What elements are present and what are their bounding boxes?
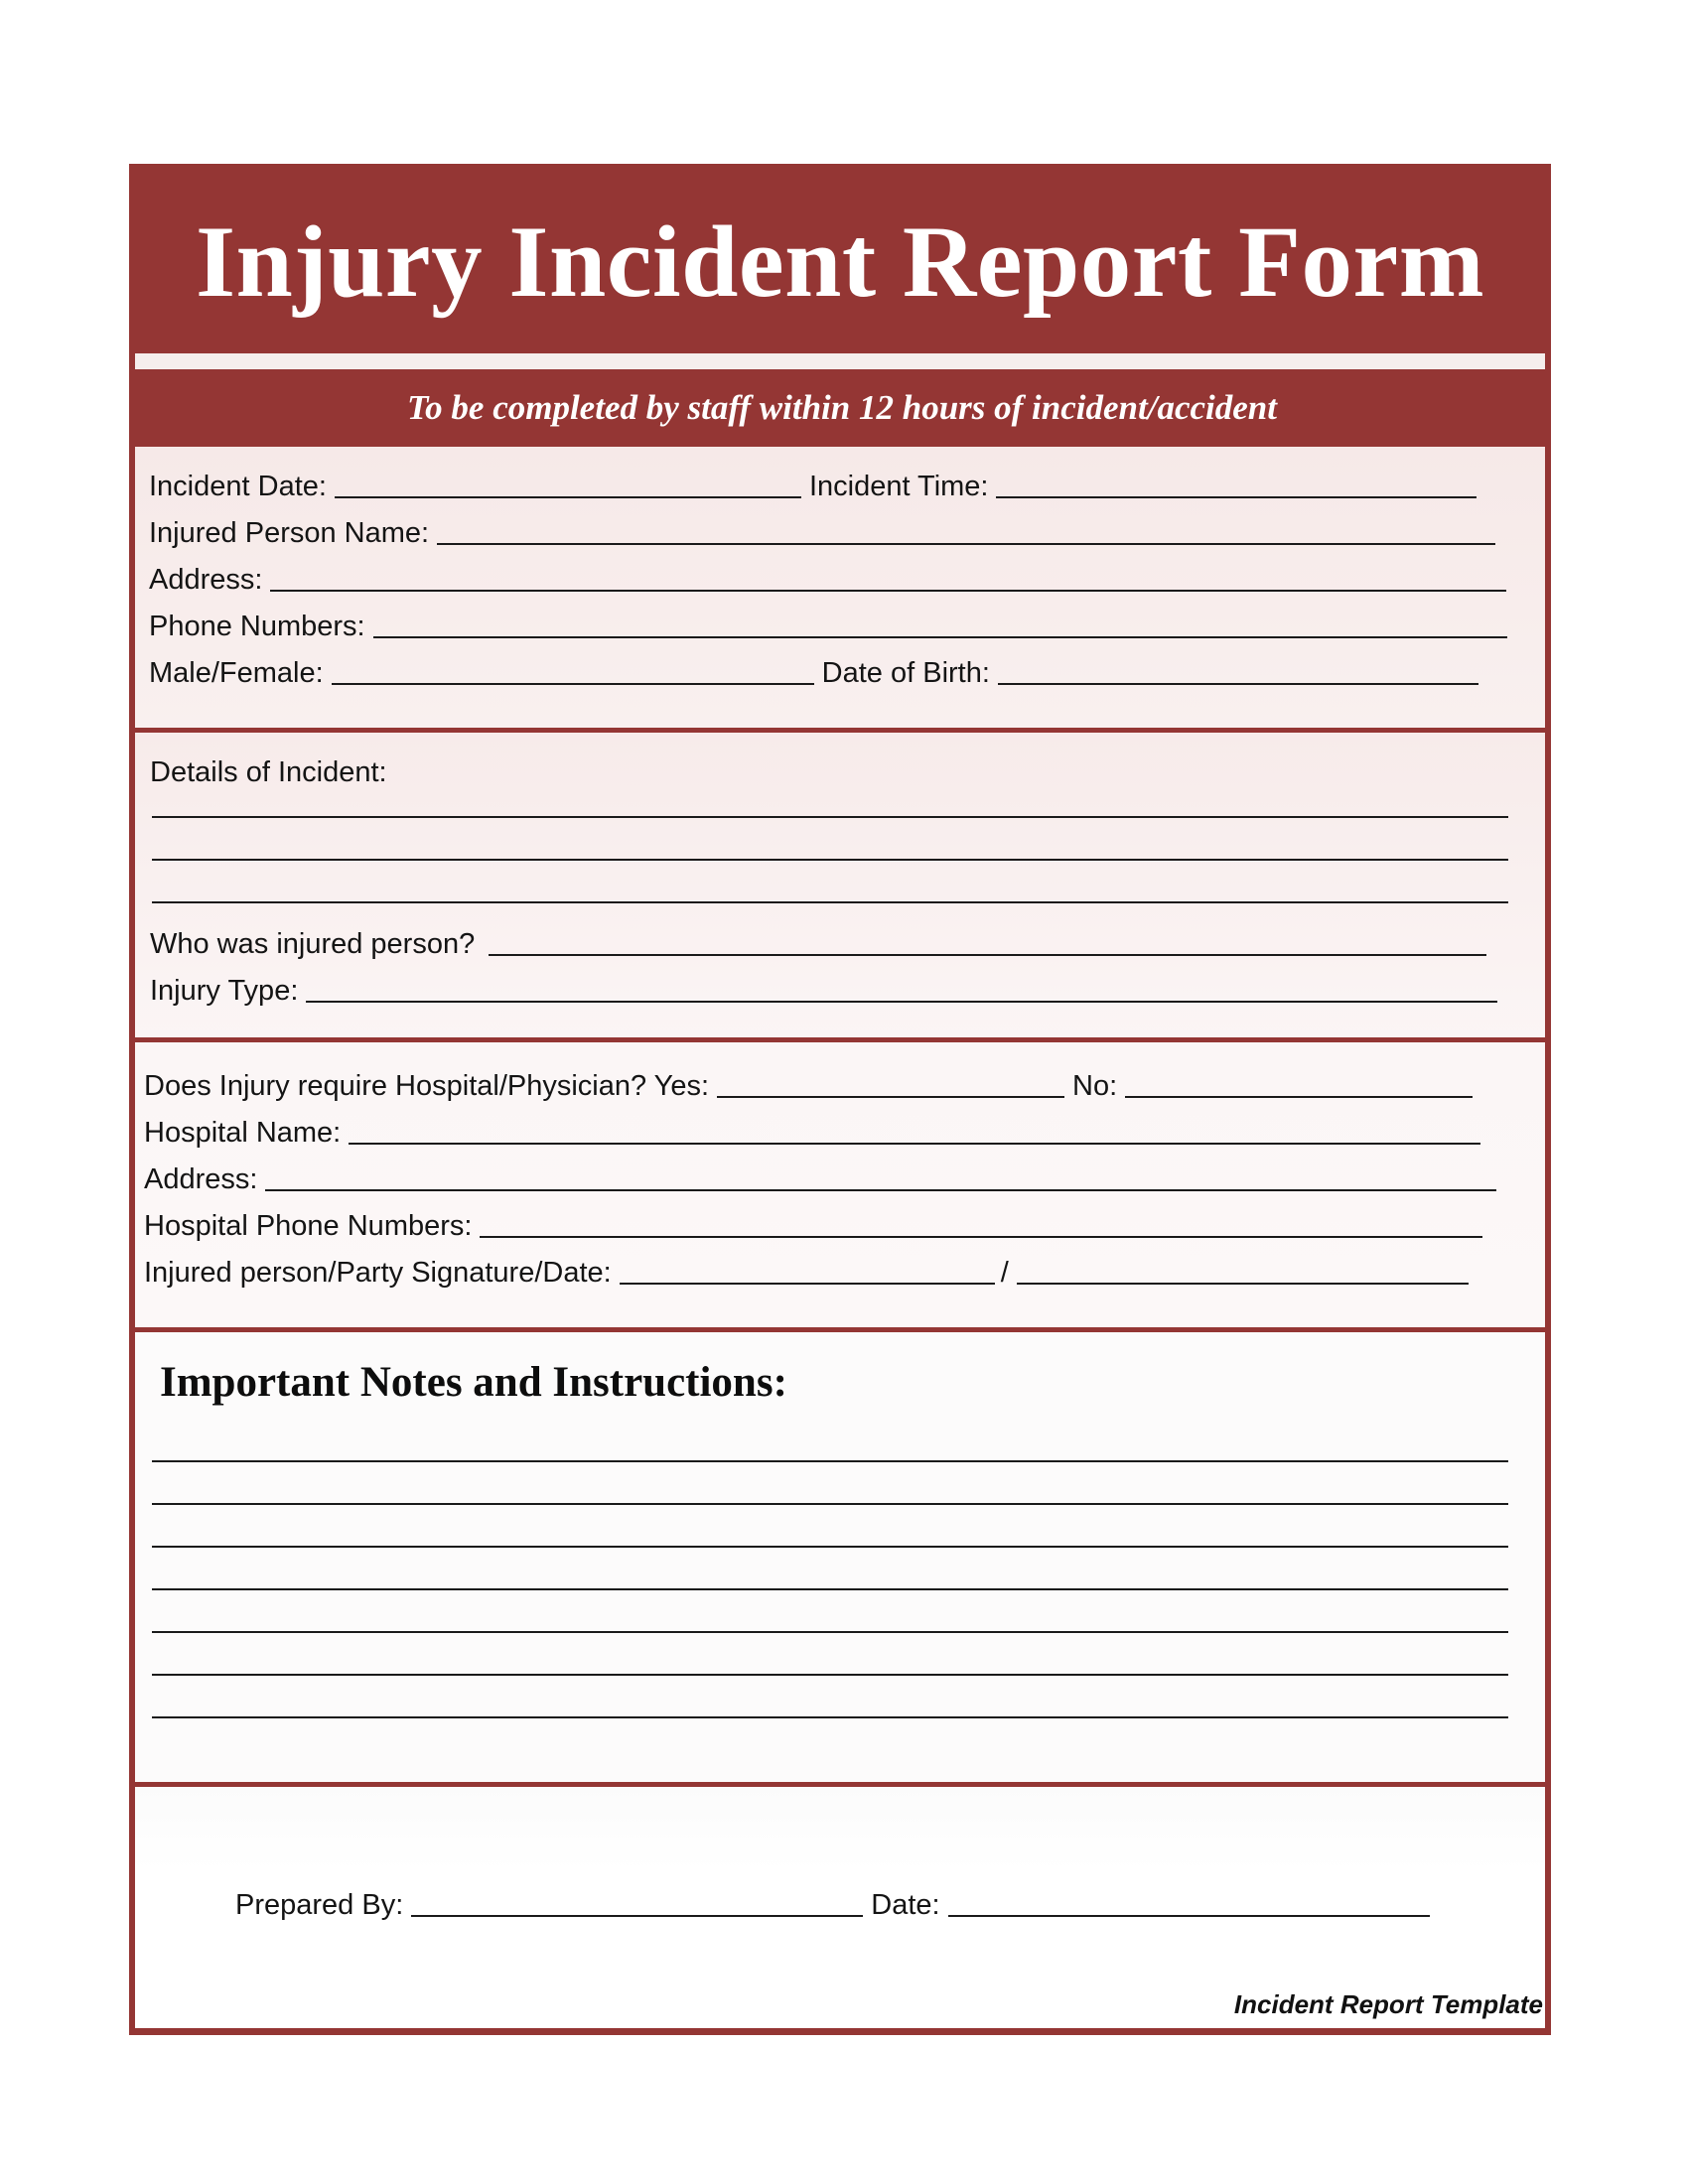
details-line-3[interactable] — [152, 901, 1508, 903]
page-title: Injury Incident Report Form — [195, 205, 1485, 319]
form-header — [129, 164, 1551, 352]
subtitle-band — [129, 369, 1551, 447]
phone-numbers-row — [149, 610, 1507, 643]
section-notes — [135, 1332, 1545, 1782]
dob-field[interactable] — [998, 683, 1478, 685]
hospital-phone-field[interactable] — [480, 1236, 1482, 1238]
prepared-by-row — [235, 1888, 1430, 1922]
notes-line-7[interactable] — [152, 1716, 1508, 1718]
section-hospital — [135, 1042, 1545, 1327]
hospital-no-label: No: — [1072, 1070, 1118, 1102]
incident-date-field[interactable] — [335, 496, 801, 498]
require-hospital-yes-label: Does Injury require Hospital/Physician? Yes: — [144, 1070, 710, 1102]
address-row — [149, 563, 1506, 597]
section-sign-off — [135, 1787, 1545, 2028]
who-injured-label: Who was injured person? — [150, 928, 476, 960]
notes-line-4[interactable] — [152, 1588, 1508, 1590]
section-incident-details — [135, 733, 1545, 1037]
incident-date-time-row — [149, 470, 1477, 503]
sign-date-label: Date: — [871, 1889, 940, 1921]
hospital-address-field[interactable] — [265, 1189, 1496, 1191]
details-line-1[interactable] — [152, 816, 1508, 818]
sign-date-field[interactable] — [948, 1915, 1430, 1917]
signature-field[interactable] — [620, 1283, 995, 1285]
details-line-2[interactable] — [152, 859, 1508, 861]
notes-line-1[interactable] — [152, 1460, 1508, 1462]
header-divider-stripe — [135, 353, 1545, 369]
details-heading-row — [150, 755, 387, 789]
notes-line-6[interactable] — [152, 1674, 1508, 1676]
injured-person-name-row — [149, 516, 1495, 550]
who-injured-field[interactable] — [489, 954, 1486, 956]
hospital-address-label: Address: — [144, 1163, 258, 1195]
hospital-name-row — [144, 1116, 1480, 1150]
signature-date-row — [144, 1256, 1469, 1290]
signature-date-field[interactable] — [1017, 1283, 1469, 1285]
sex-dob-row — [149, 656, 1478, 690]
require-hospital-row — [144, 1069, 1473, 1103]
notes-heading: Important Notes and Instructions: — [160, 1359, 787, 1406]
injured-person-name-field[interactable] — [437, 543, 1495, 545]
details-of-incident-label: Details of Incident: — [150, 756, 387, 788]
dob-label: Date of Birth: — [821, 657, 990, 689]
footer-template-tag: Incident Report Template — [1233, 1989, 1543, 2019]
hospital-phone-label: Hospital Phone Numbers: — [144, 1210, 473, 1242]
injury-type-row — [150, 974, 1497, 1008]
injury-type-field[interactable] — [306, 1001, 1497, 1003]
address-label: Address: — [149, 564, 263, 596]
injured-person-name-label: Injured Person Name: — [149, 517, 430, 549]
incident-time-label: Incident Time: — [808, 471, 989, 502]
phone-numbers-label: Phone Numbers: — [149, 611, 365, 642]
notes-line-5[interactable] — [152, 1631, 1508, 1633]
notes-line-2[interactable] — [152, 1503, 1508, 1505]
address-field[interactable] — [270, 590, 1506, 592]
injury-type-label: Injury Type: — [150, 975, 299, 1007]
prepared-by-label: Prepared By: — [235, 1889, 404, 1921]
hospital-address-row — [144, 1162, 1496, 1196]
incident-time-field[interactable] — [996, 496, 1477, 498]
hospital-yes-field[interactable] — [717, 1096, 1064, 1098]
signature-date-separator: / — [1000, 1257, 1009, 1289]
form-frame — [129, 164, 1551, 2035]
form-subtitle: To be completed by staff within 12 hours of incident/accident — [407, 388, 1277, 427]
hospital-phone-row — [144, 1209, 1482, 1243]
sex-label: Male/Female: — [149, 657, 324, 689]
phone-numbers-field[interactable] — [373, 636, 1507, 638]
hospital-no-field[interactable] — [1125, 1096, 1473, 1098]
notes-line-3[interactable] — [152, 1546, 1508, 1548]
hospital-name-label: Hospital Name: — [144, 1117, 342, 1149]
who-injured-row — [150, 927, 1486, 961]
section-person-info — [135, 447, 1545, 728]
hospital-name-field[interactable] — [349, 1143, 1480, 1145]
incident-date-label: Incident Date: — [149, 471, 327, 502]
prepared-by-field[interactable] — [411, 1915, 863, 1917]
signature-date-label: Injured person/Party Signature/Date: — [144, 1257, 612, 1289]
sex-field[interactable] — [332, 683, 814, 685]
